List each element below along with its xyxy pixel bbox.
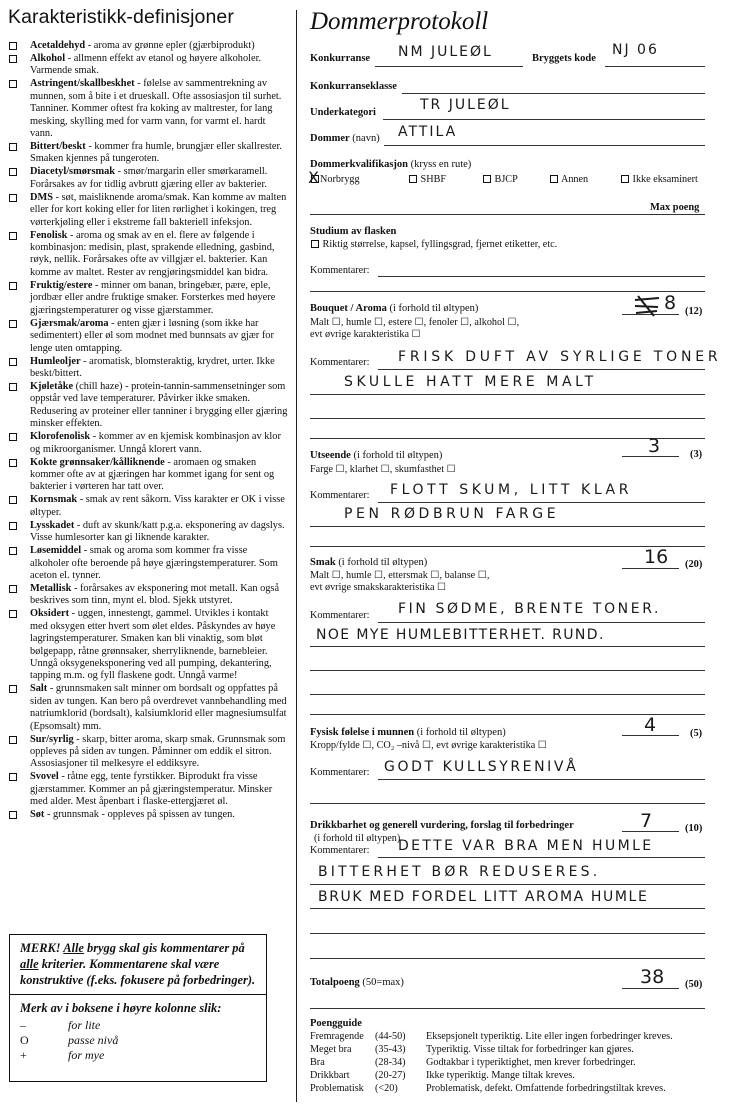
bryggets-kode-value[interactable]: NJ 06 <box>612 42 659 58</box>
definition-item: Svovel - råtne egg, tente fyrstikker. Biprodukt fra visse gjærstammer. Kommer an på gjæringstemperatur. Minsker med alder. Mest åpenbart i flaske-ettergjæret øl. <box>8 771 288 808</box>
drikk-comment-line <box>378 857 705 858</box>
drikk-comment-3[interactable]: BRUK MED FORDEL LITT AROMA HUMLE <box>318 889 649 905</box>
smak-score[interactable]: 16 <box>644 546 669 568</box>
fysisk-kommentarer-label: Kommentarer: <box>310 767 370 778</box>
bouquet-comment-line <box>378 369 705 370</box>
drikk-kommentarer-label: Kommentarer: <box>310 845 370 856</box>
marking-title: Merk av i boksene i høyre kolonne slik: <box>20 1000 222 1015</box>
utseende-kommentarer-label: Kommentarer: <box>310 490 370 501</box>
definitions-title: Karakteristikk-definisjoner <box>8 6 234 28</box>
bryggets-kode-line <box>605 66 705 67</box>
checkbox-check-mark: X <box>308 168 319 187</box>
konkurranse-line <box>375 66 523 67</box>
checkbox-icon[interactable] <box>9 736 17 744</box>
utseende-comment-1[interactable]: FLOTT SKUM, LITT KLAR <box>390 482 633 498</box>
checkbox-icon[interactable] <box>9 358 17 366</box>
smak-comment-line <box>378 622 705 623</box>
smak-comment-1[interactable]: FIN SØDME, BRENTE TONER. <box>398 601 662 617</box>
checkbox-icon[interactable] <box>9 610 17 618</box>
checkbox-icon[interactable] <box>9 143 17 151</box>
checkbox-icon[interactable] <box>409 175 417 183</box>
smak-max: (20) <box>685 559 703 570</box>
total-label: Totalpoeng (50=max) <box>310 977 404 988</box>
checkbox-icon[interactable] <box>9 194 17 202</box>
guide-row: Bra (28-34) Godtakbar i typeriktighet, men krever forbedringer. <box>310 1057 636 1068</box>
definition-item: Gjærsmak/aroma - enten gjær i løsning (som ikke har sedimentert) eller øl som modnet med bunnsats av gjær for lenge uten omtapping. <box>8 318 288 355</box>
checkbox-icon[interactable] <box>9 685 17 693</box>
kvalifikasjon-option-annen[interactable]: Annen <box>549 174 588 186</box>
checkbox-icon[interactable] <box>311 240 319 248</box>
studium-checklist: Riktig størrelse, kapsel, fyllingsgrad, fjernet etiketter, etc. <box>310 239 557 251</box>
definition-item: Løsemiddel - smak og aroma som kommer fra visse alkoholer ofte beroende på høye gjæringstemperaturer. Som aceton el. tynner. <box>8 545 288 582</box>
konkurranse-value[interactable]: NM JULEØL <box>398 44 493 60</box>
checkbox-icon[interactable] <box>9 773 17 781</box>
drikk-score[interactable]: 7 <box>640 810 653 832</box>
utseende-comment-line <box>378 502 705 503</box>
marking-row: + for mye <box>20 1048 105 1063</box>
definitions-column <box>8 6 288 822</box>
kvalifikasjon-option-ikke-eksaminert[interactable]: Ikke eksaminert <box>620 174 698 186</box>
bouquet-kommentarer-label: Kommentarer: <box>310 357 370 368</box>
fysisk-title: Fysisk følelse i munnen (i forhold til øltypen) <box>310 727 506 738</box>
bouquet-comment-line <box>310 394 705 395</box>
fysisk-checklist: Kropp/fylde ☐, CO₂ –nivå ☐, evt øvrige karakteristika ☐ <box>310 740 547 751</box>
underkategori-label: Underkategori <box>310 107 376 118</box>
definition-item: Fruktig/estere - minner om banan, bringebær, pære, eple, jordbær eller andre fruktige smaker. Forsterkes med høyere gjæringstemperaturer og visse gjærstammer. <box>8 280 288 317</box>
definition-item: Kjøletåke (chill haze) - protein-tannin-sammensetninger som oppstår ved lave temperaturer. Påvirker ikke smaken. Redusering av proteiner eller tanniner i brygging eller gjæring minsker effekten. <box>8 381 288 431</box>
checkbox-icon[interactable] <box>9 320 17 328</box>
drikk-comment-1[interactable]: DETTE VAR BRA MEN HUMLE <box>398 838 654 854</box>
smak-comment-line <box>310 670 705 671</box>
smak-checklist-2: evt øvrige smakskarakteristika ☐ <box>310 582 447 593</box>
bouquet-checklist: Malt ☐, humle ☐, estere ☐, fenoler ☐, alkohol ☐, <box>310 317 520 328</box>
utseende-comment-2[interactable]: PEN RØDBRUN FARGE <box>344 506 560 522</box>
total-score[interactable]: 38 <box>640 966 665 988</box>
bouquet-comment-2[interactable]: SKULLE HATT MERE MALT <box>344 374 597 390</box>
checkbox-icon[interactable] <box>9 80 17 88</box>
smak-title: Smak (i forhold til øltypen) <box>310 557 428 568</box>
checkbox-icon[interactable] <box>621 175 629 183</box>
guide-row: Meget bra (35-43) Typeriktig. Visse tiltak for forbedringer kan gjøres. <box>310 1044 634 1055</box>
konkurranse-label: Konkurranse <box>310 53 371 64</box>
definition-item: Alkohol - allmenn effekt av etanol og høyere alkoholer. Varmende smak. <box>8 53 288 78</box>
checkbox-icon[interactable] <box>9 433 17 441</box>
kvalifikasjon-label: Dommerkvalifikasjon (kryss en rute) <box>310 159 472 170</box>
dommer-value[interactable]: ATTILA <box>398 124 458 140</box>
definition-item: DMS - søt, maisliknende aroma/smak. Kan komme av malten eller for kort koking eller for liten rørlighet i kokingen, treg vørterkjøling eller i ekstreme fall bakteriell infeksjon. <box>8 192 288 229</box>
utseende-score[interactable]: 3 <box>648 435 661 457</box>
definition-item: Kokte grønnsaker/kålliknende - aromaen og smaken kommer ofte av at gjæringen har kommet igang for sent og bakterier i vørteren har tatt over. <box>8 457 288 494</box>
guide-row: Problematisk (<20) Problematisk, defekt. Omfattende forbedringstiltak kreves. <box>310 1083 666 1094</box>
bouquet-comment-1[interactable]: FRISK DUFT AV SYRLIGE TONER <box>398 349 722 365</box>
fysisk-comment-1[interactable]: GODT KULLSYRENIVÅ <box>384 759 579 775</box>
checkbox-icon[interactable] <box>9 811 17 819</box>
dommer-line <box>384 145 705 146</box>
guide-row: Fremragende (44-50) Eksepsjonelt typeriktig. Lite eller ingen forbedringer kreves. <box>310 1031 673 1042</box>
max-poeng-header: Max poeng <box>650 202 700 213</box>
bouquet-max: (12) <box>685 306 703 317</box>
definition-item: Acetaldehyd - aroma av grønne epler (gjærbiprodukt) <box>8 40 288 52</box>
drikk-comment-line <box>310 908 705 909</box>
section-rule <box>310 958 705 959</box>
checkbox-icon[interactable] <box>9 547 17 555</box>
dommer-label: Dommer (navn) <box>310 133 380 144</box>
header-rule <box>310 214 705 215</box>
definition-item: Oksidert - uggen, innestengt, gammel. Utvikles i kontakt med oksygen etter hvert som ølet eldes. Påskyndes av høye lagringstemperaturer. Smaken kan bli vinaktig, som bløt bølgepapp, råtne grønnsaker, sherryliknende, barnebleier. Unngå oksygeneksponering ved all pumping, dekantering, tapping m.m. og fyll flaskene godt. Unngå varme! <box>8 608 288 682</box>
studium-comment-line[interactable] <box>378 276 705 277</box>
drikk-subtitle: (i forhold til øltypen) <box>314 833 401 844</box>
checkbox-icon[interactable] <box>9 585 17 593</box>
bouquet-checklist-2: evt øvrige karakteristika ☐ <box>310 329 421 340</box>
bouquet-title: Bouquet / Aroma (i forhold til øltypen) <box>310 303 479 314</box>
kvalifikasjon-option-shbf[interactable]: SHBF <box>408 174 446 186</box>
smak-comment-2[interactable]: NOE MYE HUMLEBITTERHET. RUND. <box>316 627 605 643</box>
section-rule <box>310 1008 705 1009</box>
checkbox-icon[interactable] <box>9 42 17 50</box>
marking-row: O passe nivå <box>20 1032 119 1047</box>
checkbox-icon[interactable] <box>9 232 17 240</box>
fysisk-score[interactable]: 4 <box>644 714 657 736</box>
drikk-max: (10) <box>685 823 703 834</box>
smak-kommentarer-label: Kommentarer: <box>310 610 370 621</box>
column-divider <box>296 10 297 1102</box>
definition-item: Salt - grunnsmaken salt minner om bordsalt og oppfattes på siden av tungen. Kan bero på overdrevet vannbehandling med natriumklorid (bordsalt), kalsiumklorid eller magnesiumsulfat (Epsomsalt) mm. <box>8 683 288 733</box>
smak-checklist: Malt ☐, humle ☐, ettersmak ☐, balanse ☐, <box>310 570 490 581</box>
definition-item: Metallisk - forårsakes av eksponering mot metall. Kan også beskrives som tinn, mynt el. blod. Sjekk utstyret. <box>8 583 288 608</box>
form-title: Dommerprotokoll <box>310 8 489 35</box>
definition-item: Diacetyl/smørsmak - smør/margarin eller smørkaramell. Forårsakes av for tidlig avbrutt gjæring eller av bakterier. <box>8 166 288 191</box>
marking-legend <box>10 1016 266 1064</box>
underkategori-line <box>383 119 705 120</box>
konkurranseklasse-line <box>402 93 705 94</box>
underkategori-value[interactable]: TR JULEØL <box>420 97 511 113</box>
konkurranseklasse-label: Konkurranseklasse <box>310 81 397 92</box>
drikk-title: Drikkbarhet og generell vurdering, forslag til forbedringer <box>310 820 574 831</box>
smak-comment-line <box>310 646 705 647</box>
smak-comment-line <box>310 694 705 695</box>
utseende-max: (3) <box>690 449 703 460</box>
checkbox-icon[interactable] <box>9 496 17 504</box>
studium-kommentarer-label: Kommentarer: <box>310 265 370 276</box>
total-max: (50) <box>685 979 703 990</box>
bouquet-score[interactable]: 8 <box>664 292 677 314</box>
guide-title: Poengguide <box>310 1018 362 1029</box>
smak-score-line <box>622 568 679 569</box>
note-text: MERK! Alle brygg skal gis kommentarer på alle kriterier. Kommentarene skal være konstruktive (f.eks. fokusere på forbedringer). <box>20 941 256 988</box>
section-rule <box>310 291 705 292</box>
studium-title: Studium av flasken <box>310 226 397 237</box>
checkbox-icon[interactable] <box>9 55 17 63</box>
definition-item: Lysskadet - duft av skunk/katt p.g.a. eksponering av dagslys. Visse humlesorter kan gi liknende karakter. <box>8 520 288 545</box>
definition-item: Søt - grunnsmak - oppleves på spissen av tungen. <box>8 809 288 821</box>
definition-item: Humleoljer - aromatisk, blomsteraktig, krydret, urter. Ikke beskt/bittert. <box>8 356 288 381</box>
definition-item: Kornsmak - smak av rent såkorn. Viss karakter er OK i visse øltyper. <box>8 494 288 519</box>
bouquet-comment-line <box>310 418 705 419</box>
drikk-comment-2[interactable]: BITTERHET BØR REDUSERES. <box>318 864 601 880</box>
drikk-comment-line <box>310 933 705 934</box>
section-rule <box>310 803 705 804</box>
checkbox-icon[interactable] <box>9 282 17 290</box>
guide-row: Drikkbart (20-27) Ikke typeriktig. Mange tiltak kreves. <box>310 1070 575 1081</box>
checkbox-icon[interactable] <box>9 383 17 391</box>
scribble-icon <box>632 294 662 318</box>
definition-item: Bittert/beskt - kommer fra humle, brungjær eller skallrester. Smaken kjennes på tungeroten. <box>8 141 288 166</box>
checkbox-icon[interactable] <box>483 175 491 183</box>
definitions-list <box>8 40 288 822</box>
definition-item: Sur/syrlig - skarp, bitter aroma, skarp smak. Grunnsmak som oppleves på siden av tungen. Påminner om eddik el sitron. Assosiasjoner til melkesyre el eddiksyre. <box>8 734 288 771</box>
total-score-line <box>622 988 679 989</box>
utseende-comment-line <box>310 526 705 527</box>
section-rule <box>310 438 705 439</box>
drikk-comment-line <box>310 884 705 885</box>
kvalifikasjon-option-norbrygg[interactable]: Norbrygg <box>310 174 360 186</box>
utseende-checklist: Farge ☐, klarhet ☐, skumfasthet ☐ <box>310 464 456 475</box>
definition-item: Klorofenolisk - kommer av en kjemisk kombinasjon av klor og mikroorganismer. Unngå klorert vann. <box>8 431 288 456</box>
checkbox-icon[interactable] <box>550 175 558 183</box>
kvalifikasjon-option-bjcp[interactable]: BJCP <box>482 174 518 186</box>
marking-row: – for lite <box>20 1017 101 1032</box>
fysisk-comment-line <box>378 779 705 780</box>
fysisk-max: (5) <box>690 728 703 739</box>
bryggets-kode-label: Bryggets kode <box>532 53 596 64</box>
checkbox-icon[interactable] <box>9 459 17 467</box>
definition-item: Fenolisk - aroma og smak av en el. flere av følgende i kombinasjon: medisin, plast, sprakende elledning, gasbind, røyk, nellik. Forårsakes ofte av villgjær el. bakterier. Kan komme av maltet. Rester av rengjøringsmiddel kan bidra. <box>8 230 288 280</box>
utseende-title: Utseende (i forhold til øltypen) <box>310 450 443 461</box>
checkbox-icon[interactable] <box>9 522 17 530</box>
note-box <box>9 934 267 1082</box>
checkbox-icon[interactable] <box>9 168 17 176</box>
definition-item: Astringent/skallbeskhet - følelse av sammentrekning av munnen, som å bite i et drueskall. Ofte assosiasjon til surhet. Tanniner. Kommer oftest fra koking av maltrester, for lang mesking, skylling med for varm vann, for varmt el. hardt vann. <box>8 78 288 140</box>
